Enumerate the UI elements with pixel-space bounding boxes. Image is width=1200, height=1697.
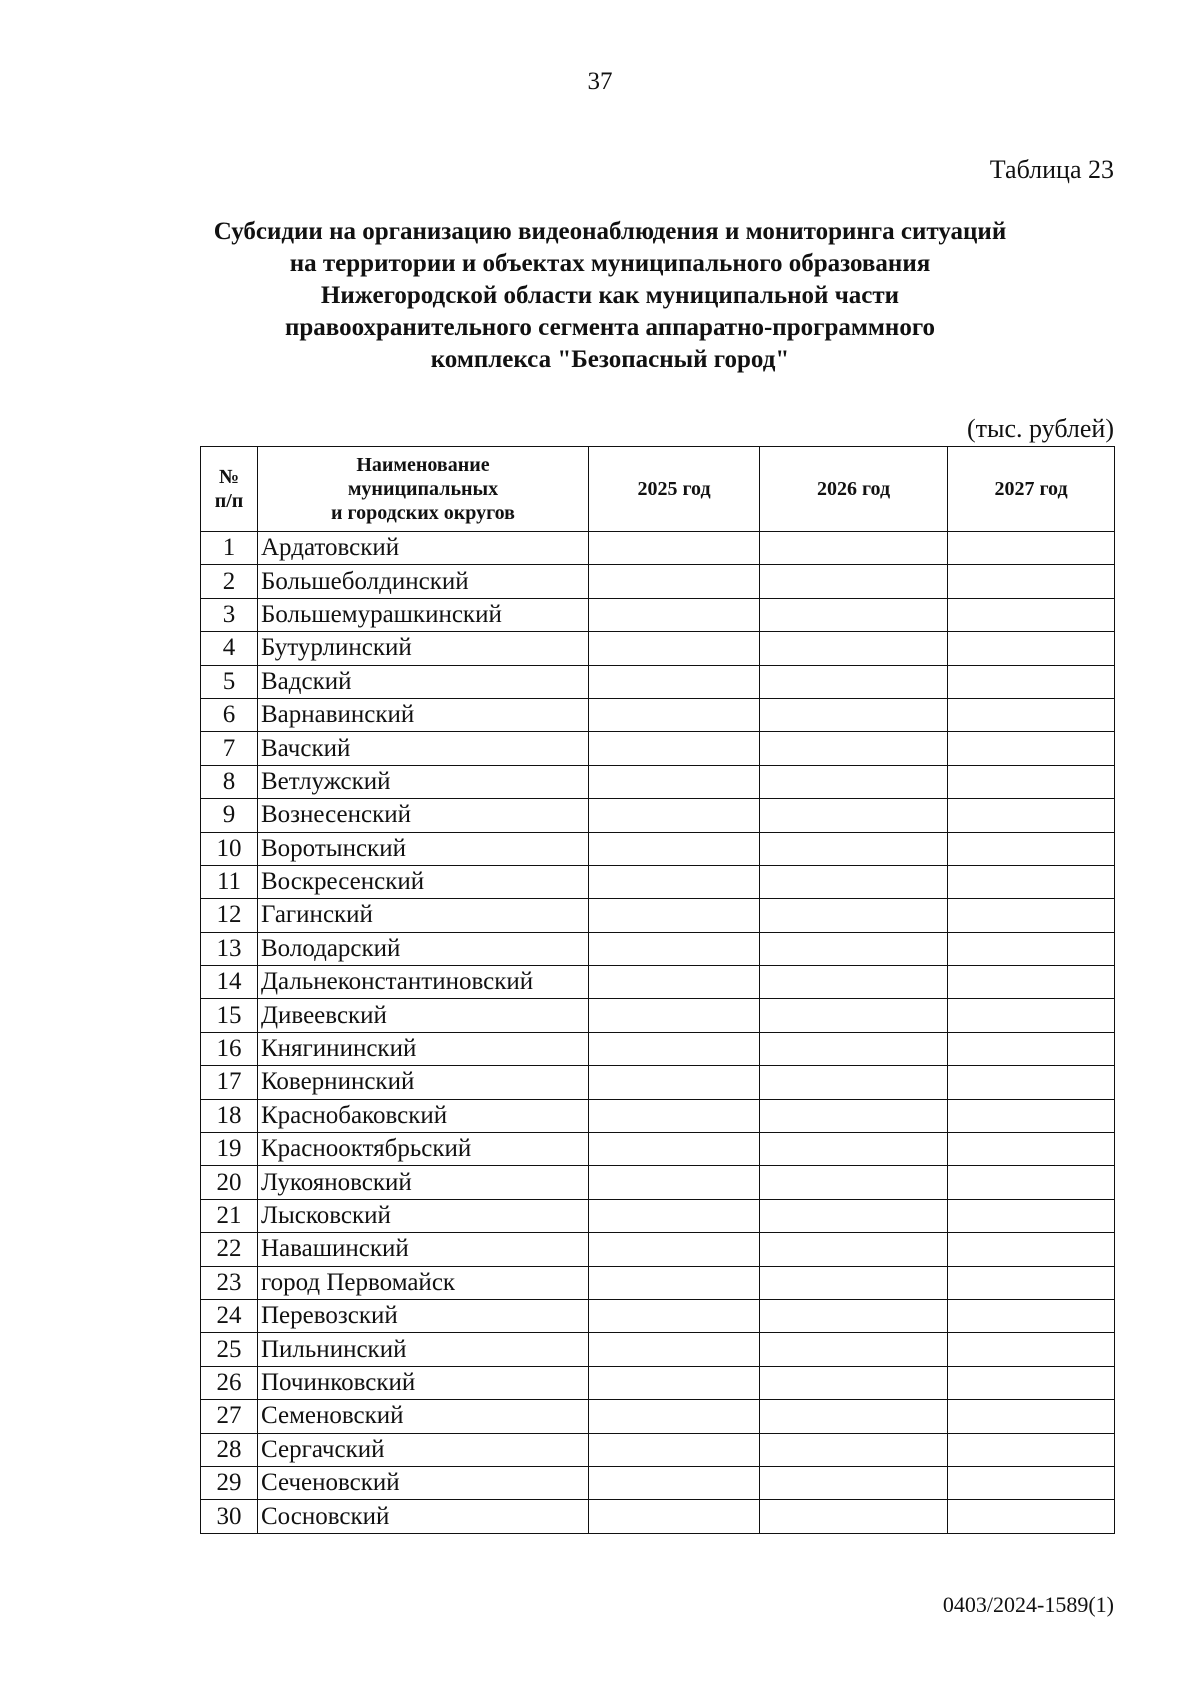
table-row xyxy=(201,1299,1115,1332)
value-2026 xyxy=(760,999,948,1032)
row-number: 7 xyxy=(201,732,258,765)
value-2027 xyxy=(948,1400,1115,1433)
value-2025 xyxy=(589,1400,760,1433)
municipality-name: Лукояновский xyxy=(258,1166,589,1199)
value-2025 xyxy=(589,1199,760,1232)
row-number: 11 xyxy=(201,865,258,898)
table-row xyxy=(201,632,1115,665)
municipality-name: Вознесенский xyxy=(258,799,589,832)
table-label: Таблица 23 xyxy=(989,155,1114,184)
value-2027 xyxy=(948,698,1115,731)
value-2027 xyxy=(948,532,1115,565)
table-row xyxy=(201,532,1115,565)
value-2027 xyxy=(948,1466,1115,1499)
value-2026 xyxy=(760,1199,948,1232)
header-name-line: и городских округов xyxy=(331,502,515,524)
table-row xyxy=(201,1366,1115,1399)
row-number: 4 xyxy=(201,632,258,665)
value-2025 xyxy=(589,565,760,598)
municipality-name: Варнавинский xyxy=(258,698,589,731)
row-number: 15 xyxy=(201,999,258,1032)
row-number: 25 xyxy=(201,1333,258,1366)
row-number: 10 xyxy=(201,832,258,865)
value-2026 xyxy=(760,966,948,999)
header-2026: 2026 год xyxy=(760,447,948,532)
value-2025 xyxy=(589,765,760,798)
value-2025 xyxy=(589,632,760,665)
row-number: 13 xyxy=(201,932,258,965)
row-number: 30 xyxy=(201,1500,258,1533)
value-2025 xyxy=(589,732,760,765)
value-2027 xyxy=(948,1433,1115,1466)
value-2025 xyxy=(589,1333,760,1366)
value-2027 xyxy=(948,1199,1115,1232)
value-2025 xyxy=(589,966,760,999)
value-2025 xyxy=(589,1266,760,1299)
value-2026 xyxy=(760,665,948,698)
table-row xyxy=(201,799,1115,832)
table-row xyxy=(201,1166,1115,1199)
table-row xyxy=(201,732,1115,765)
value-2026 xyxy=(760,865,948,898)
value-2026 xyxy=(760,832,948,865)
value-2026 xyxy=(760,632,948,665)
value-2025 xyxy=(589,832,760,865)
value-2025 xyxy=(589,598,760,631)
municipality-name: Ковернинский xyxy=(258,1066,589,1099)
row-number: 8 xyxy=(201,765,258,798)
value-2027 xyxy=(948,765,1115,798)
table-row xyxy=(201,999,1115,1032)
value-2026 xyxy=(760,1099,948,1132)
municipality-name: Семеновский xyxy=(258,1400,589,1433)
value-2025 xyxy=(589,932,760,965)
header-2025: 2025 год xyxy=(589,447,760,532)
value-2026 xyxy=(760,598,948,631)
municipality-name: Воротынский xyxy=(258,832,589,865)
municipality-name: Большемурашкинский xyxy=(258,598,589,631)
value-2027 xyxy=(948,799,1115,832)
value-2025 xyxy=(589,1099,760,1132)
municipality-name: Ардатовский xyxy=(258,532,589,565)
value-2026 xyxy=(760,1400,948,1433)
value-2026 xyxy=(760,698,948,731)
row-number: 1 xyxy=(201,532,258,565)
value-2025 xyxy=(589,1233,760,1266)
table-row xyxy=(201,665,1115,698)
value-2026 xyxy=(760,1032,948,1065)
municipality-name: Вачский xyxy=(258,732,589,765)
value-2026 xyxy=(760,1433,948,1466)
header-num xyxy=(201,447,258,532)
row-number: 21 xyxy=(201,1199,258,1232)
value-2027 xyxy=(948,966,1115,999)
value-2025 xyxy=(589,865,760,898)
value-2027 xyxy=(948,899,1115,932)
page-number: 37 xyxy=(587,68,613,95)
value-2026 xyxy=(760,799,948,832)
value-2026 xyxy=(760,1333,948,1366)
municipality-name: город Первомайск xyxy=(258,1266,589,1299)
municipality-name: Лысковский xyxy=(258,1199,589,1232)
table-row xyxy=(201,565,1115,598)
value-2025 xyxy=(589,999,760,1032)
row-number: 2 xyxy=(201,565,258,598)
title-line: на территории и объектах муниципального образования xyxy=(289,250,931,277)
table-row xyxy=(201,1133,1115,1166)
table-row xyxy=(201,832,1115,865)
row-number: 28 xyxy=(201,1433,258,1466)
table-row xyxy=(201,1500,1115,1533)
table-row xyxy=(201,1433,1115,1466)
row-number: 5 xyxy=(201,665,258,698)
row-number: 20 xyxy=(201,1166,258,1199)
table-row xyxy=(201,1066,1115,1099)
table-row xyxy=(201,765,1115,798)
units-label: (тыс. рублей) xyxy=(966,414,1114,443)
table-row xyxy=(201,1400,1115,1433)
row-number: 22 xyxy=(201,1233,258,1266)
value-2027 xyxy=(948,732,1115,765)
municipality-name: Княгининский xyxy=(258,1032,589,1065)
value-2027 xyxy=(948,1066,1115,1099)
municipality-name: Дивеевский xyxy=(258,999,589,1032)
value-2027 xyxy=(948,1233,1115,1266)
value-2027 xyxy=(948,1333,1115,1366)
municipality-name: Сергачский xyxy=(258,1433,589,1466)
row-number: 24 xyxy=(201,1299,258,1332)
value-2027 xyxy=(948,1099,1115,1132)
title-line: правоохранительного сегмента аппаратно-программного xyxy=(284,314,936,341)
value-2027 xyxy=(948,999,1115,1032)
table-row xyxy=(201,1266,1115,1299)
header-name xyxy=(258,447,589,532)
value-2025 xyxy=(589,532,760,565)
municipality-name: Вадский xyxy=(258,665,589,698)
value-2025 xyxy=(589,1466,760,1499)
row-number: 3 xyxy=(201,598,258,631)
table-row xyxy=(201,1466,1115,1499)
document-code: 0403/2024-1589(1) xyxy=(942,1592,1114,1617)
value-2026 xyxy=(760,932,948,965)
row-number: 19 xyxy=(201,1133,258,1166)
table-row xyxy=(201,1099,1115,1132)
value-2026 xyxy=(760,1266,948,1299)
value-2026 xyxy=(760,899,948,932)
value-2027 xyxy=(948,1299,1115,1332)
title-line: Нижегородской области как муниципальной части xyxy=(320,282,900,309)
subsidies-table xyxy=(200,446,1115,1534)
row-number: 26 xyxy=(201,1366,258,1399)
row-number: 14 xyxy=(201,966,258,999)
table-row xyxy=(201,899,1115,932)
value-2026 xyxy=(760,765,948,798)
table-header-row xyxy=(201,447,1115,532)
value-2025 xyxy=(589,698,760,731)
municipality-name: Навашинский xyxy=(258,1233,589,1266)
municipality-name: Большеболдинский xyxy=(258,565,589,598)
value-2027 xyxy=(948,1366,1115,1399)
municipality-name: Краснооктябрьский xyxy=(258,1133,589,1166)
value-2027 xyxy=(948,1032,1115,1065)
document-title xyxy=(150,216,1070,376)
municipality-name: Воскресенский xyxy=(258,865,589,898)
value-2025 xyxy=(589,799,760,832)
value-2027 xyxy=(948,1500,1115,1533)
value-2025 xyxy=(589,1500,760,1533)
title-line: Субсидии на организацию видеонаблюдения и мониторинга ситуаций xyxy=(213,218,1007,245)
header-name-line: Наименование xyxy=(356,454,490,476)
value-2025 xyxy=(589,665,760,698)
municipality-name: Сосновский xyxy=(258,1500,589,1533)
table-row xyxy=(201,966,1115,999)
value-2026 xyxy=(760,1500,948,1533)
title-line: комплекса "Безопасный город" xyxy=(430,346,790,373)
row-number: 6 xyxy=(201,698,258,731)
municipality-name: Дальнеконстантиновский xyxy=(258,966,589,999)
value-2027 xyxy=(948,865,1115,898)
municipality-name: Перевозский xyxy=(258,1299,589,1332)
table-row xyxy=(201,598,1115,631)
value-2025 xyxy=(589,1299,760,1332)
row-number: 16 xyxy=(201,1032,258,1065)
row-number: 9 xyxy=(201,799,258,832)
municipality-name: Володарский xyxy=(258,932,589,965)
value-2027 xyxy=(948,598,1115,631)
value-2026 xyxy=(760,565,948,598)
value-2026 xyxy=(760,1133,948,1166)
municipality-name: Гагинский xyxy=(258,899,589,932)
value-2026 xyxy=(760,532,948,565)
value-2025 xyxy=(589,1166,760,1199)
value-2027 xyxy=(948,665,1115,698)
value-2025 xyxy=(589,1433,760,1466)
municipality-name: Бутурлинский xyxy=(258,632,589,665)
value-2027 xyxy=(948,932,1115,965)
table-row xyxy=(201,932,1115,965)
value-2026 xyxy=(760,1166,948,1199)
table-row xyxy=(201,1199,1115,1232)
value-2025 xyxy=(589,1066,760,1099)
table-row xyxy=(201,1333,1115,1366)
value-2025 xyxy=(589,1366,760,1399)
municipality-name: Краснобаковский xyxy=(258,1099,589,1132)
table-row xyxy=(201,1233,1115,1266)
header-name-line: муниципальных xyxy=(347,478,499,500)
value-2026 xyxy=(760,1366,948,1399)
municipality-name: Ветлужский xyxy=(258,765,589,798)
header-2027: 2027 год xyxy=(948,447,1115,532)
header-num-line: № xyxy=(218,466,240,488)
value-2026 xyxy=(760,1233,948,1266)
value-2026 xyxy=(760,732,948,765)
row-number: 18 xyxy=(201,1099,258,1132)
value-2027 xyxy=(948,1166,1115,1199)
row-number: 29 xyxy=(201,1466,258,1499)
row-number: 23 xyxy=(201,1266,258,1299)
table-row xyxy=(201,1032,1115,1065)
row-number: 12 xyxy=(201,899,258,932)
table-row xyxy=(201,698,1115,731)
value-2027 xyxy=(948,632,1115,665)
table-row xyxy=(201,865,1115,898)
row-number: 17 xyxy=(201,1066,258,1099)
value-2027 xyxy=(948,1133,1115,1166)
value-2027 xyxy=(948,565,1115,598)
value-2025 xyxy=(589,1032,760,1065)
value-2026 xyxy=(760,1466,948,1499)
municipality-name: Сеченовский xyxy=(258,1466,589,1499)
value-2026 xyxy=(760,1066,948,1099)
municipality-name: Пильнинский xyxy=(258,1333,589,1366)
value-2027 xyxy=(948,832,1115,865)
header-num-line: п/п xyxy=(214,490,244,512)
value-2027 xyxy=(948,1266,1115,1299)
value-2026 xyxy=(760,1299,948,1332)
municipality-name: Починковский xyxy=(258,1366,589,1399)
value-2025 xyxy=(589,899,760,932)
value-2025 xyxy=(589,1133,760,1166)
row-number: 27 xyxy=(201,1400,258,1433)
